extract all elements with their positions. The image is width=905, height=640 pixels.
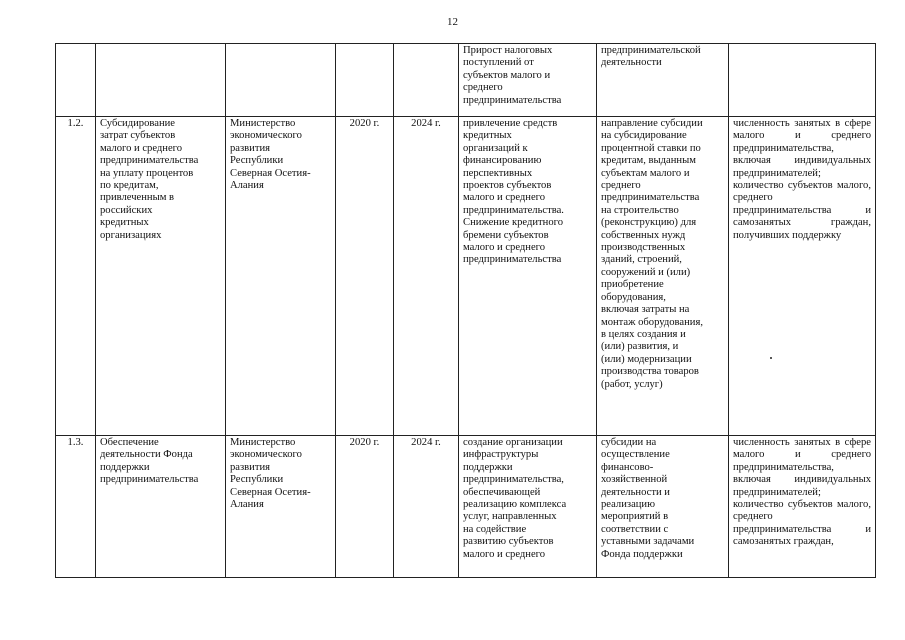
- cell-expected-result: создание организации инфраструктуры поддержки предпринимательства, обеспечивающей реализацию комплекса услуг, направленных на содействие развитию субъектов малого и среднего: [459, 436, 597, 578]
- cell-number: [56, 44, 96, 117]
- table-row: [56, 117, 876, 436]
- cell-direction: субсидии на осуществление финансово- хозяйственной деятельности и реализацию мероприятий в соответствии с уставными задачами Фонда поддержки: [597, 436, 729, 578]
- cell-indicators: численность занятых в сфере малого и среднего предпринимательства, включая индивидуальных предпринимателей; количество субъектов малого, среднего предпринимательства и самозанятых граждан,: [729, 436, 876, 578]
- cell-number: 1.3.: [56, 436, 96, 578]
- cell-end-year: 2024 г.: [394, 436, 459, 578]
- measures-table: [55, 43, 876, 578]
- cell-start-year: 2020 г.: [336, 117, 394, 436]
- cell-start-year: 2020 г.: [336, 436, 394, 578]
- cell-indicators: численность занятых в сфере малого и среднего предпринимательства, включая индивидуальных предпринимателей; количество субъектов малого, среднего предпринимательства и самозанятых граждан, получивших поддержку: [729, 117, 876, 436]
- cell-indicators: [729, 44, 876, 117]
- cell-executor: Министерство экономического развития Республики Северная Осетия- Алания: [226, 436, 336, 578]
- table-row: [56, 44, 876, 117]
- cell-measure-name: Обеспечение деятельности Фонда поддержки предпринимательства: [96, 436, 226, 578]
- cell-number: 1.2.: [56, 117, 96, 436]
- cell-start-year: [336, 44, 394, 117]
- cell-end-year: [394, 44, 459, 117]
- cell-measure-name: Субсидирование затрат субъектов малого и среднего предпринимательства на уплату процентов по кредитам, привлеченным в российских кредитных организациях: [96, 117, 226, 436]
- cell-expected-result: привлечение средств кредитных организаций к финансированию перспективных проектов субъектов малого и среднего предпринимательства. Снижение кредитного бремени субъектов малого и среднего предпринимательства: [459, 117, 597, 436]
- cell-direction: направление субсидии на субсидирование процентной ставки по кредитам, выданным субъектам малого и среднего предпринимательства на строительство (реконструкцию) для собственных нужд производственных зданий, строений, сооружений и (или) приобретение оборудования, включая затраты на монтаж оборудования, в целях создания и (или) развития, и (или) модернизации производства товаров (работ, услуг): [597, 117, 729, 436]
- scan-speck: [770, 357, 772, 359]
- cell-expected-result: Прирост налоговых поступлений от субъектов малого и среднего предпринимательства: [459, 44, 597, 117]
- cell-direction: предпринимательской деятельности: [597, 44, 729, 117]
- table-row: [56, 436, 876, 578]
- cell-executor: [226, 44, 336, 117]
- page-number: 12: [447, 16, 458, 28]
- cell-measure-name: [96, 44, 226, 117]
- cell-executor: Министерство экономического развития Республики Северная Осетия- Алания: [226, 117, 336, 436]
- cell-end-year: 2024 г.: [394, 117, 459, 436]
